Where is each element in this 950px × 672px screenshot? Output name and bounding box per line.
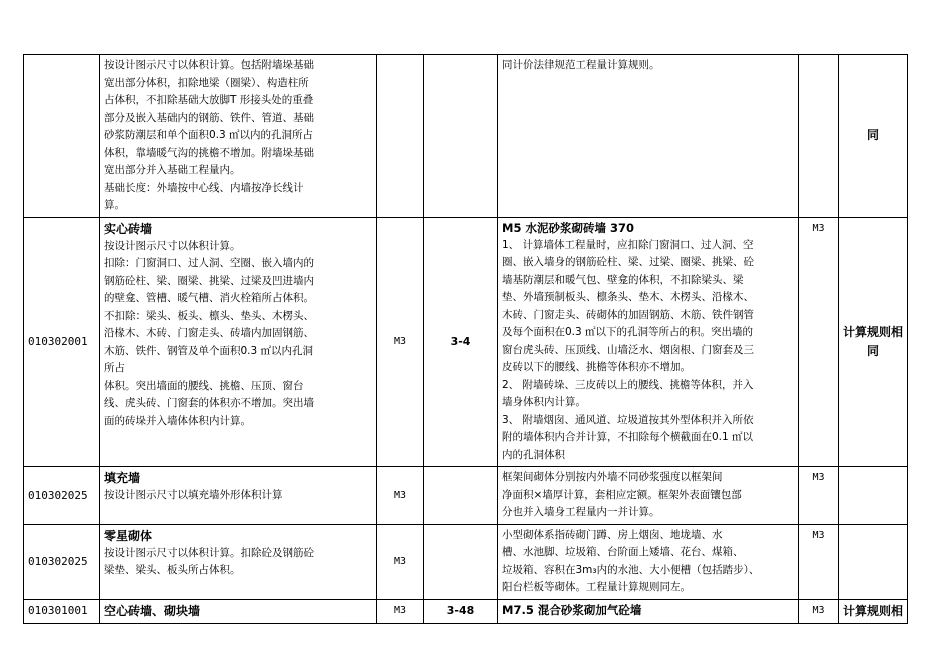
quota-rule-line: 槽、水池脚、垃圾箱、台阶面上矮墙、花台、煤箱、 xyxy=(502,546,744,558)
quota-number-cell xyxy=(424,524,498,599)
comparison-cell xyxy=(839,524,908,599)
bill-unit-cell xyxy=(377,599,424,623)
quota-unit: M3 xyxy=(812,529,825,541)
quota-rule-line: 木砖、门窗走头、砖砌体的加固钢筋、木筋、铁件钢管 xyxy=(502,308,754,321)
bill-rule-line: 按设计图示尺寸以体积计算。扣除砼及钢筋砼 xyxy=(104,546,314,559)
bill-rule-line: 所占 xyxy=(104,362,125,374)
item-code: 010302001 xyxy=(28,335,88,348)
bill-rule-line: 木筋、铁件、钢管及单个面积0.3 ㎡以内孔洞 xyxy=(104,344,314,357)
quota-unit-cell xyxy=(799,55,839,218)
quota-rule-cell xyxy=(498,467,799,525)
table-row xyxy=(24,55,908,218)
quota-unit: M3 xyxy=(812,472,825,483)
comparison-cell xyxy=(839,599,908,623)
quota-rule-cell xyxy=(498,599,799,623)
bill-rule-line: 钢筋砼柱、梁、圈梁、挑梁、过梁及凹进墙内 xyxy=(104,274,314,287)
bill-rule-cell xyxy=(100,524,377,599)
quota-number-cell xyxy=(424,599,498,623)
quota-unit: M3 xyxy=(812,605,825,617)
quota-rule-line: 皮砖以下的腰线、挑檐等体积亦不增加。 xyxy=(502,361,691,373)
bill-rule-line: 沿椽木、木砖、门窗走头、砖墙内加固钢筋、 xyxy=(104,327,314,339)
quota-unit-cell xyxy=(799,599,839,623)
quota-rule-line: 垫、外墙预制板头、檩条头、垫木、木楞头、沿椽木、 xyxy=(502,291,754,303)
item-code: 010302025 xyxy=(28,554,88,568)
quota-rule-line: 3、 附墙烟囱、通风道、垃圾道按其外型体积并入所依 xyxy=(502,413,754,426)
comparison-result: 同 xyxy=(866,128,879,143)
quota-unit-cell xyxy=(799,217,839,467)
quota-unit-cell xyxy=(799,524,839,599)
quota-rule-line: 窗台虎头砖、压顶线、山墙泛水、烟囱根、门窗套及三 xyxy=(502,343,754,356)
bill-unit: M3 xyxy=(393,555,407,567)
quota-unit: M3 xyxy=(812,222,825,234)
quota-item-name: M5 水泥砂浆砌砖墙 370 xyxy=(502,220,634,235)
bill-unit-cell xyxy=(377,467,424,525)
item-name: 空心砖墙、砌块墙 xyxy=(104,603,201,618)
quota-rule-line: 净面积×墙厚计算，套相应定额。框架外表面镶包部 xyxy=(502,488,742,501)
comparison-result: 计算规则相 同 xyxy=(843,324,904,358)
bill-rule-line: 扣除：门窗洞口、过人洞、空圈、嵌入墙内的 xyxy=(104,257,314,269)
quota-rule-cell xyxy=(498,217,799,467)
quota-rule-cell xyxy=(498,55,799,218)
bill-rule-line: 按设计图示尺寸以填充墙外形体积计算 xyxy=(104,489,283,501)
quota-rule-line: 垃圾箱、容积在3m₃内的水池、大小便槽（包括踏步）、 xyxy=(502,563,760,576)
table-body xyxy=(24,55,908,624)
quota-rule-line: 圈、嵌入墙身的钢筋砼柱、梁、过梁、圈梁、挑梁、砼 xyxy=(502,256,754,268)
bill-unit-cell xyxy=(377,524,424,599)
quota-rule-line: 2、 附墙砖垛、三皮砖以上的腰线、挑檐等体积，并入 xyxy=(502,378,754,391)
quota-rule-line: 小型砌体系指砖砌门蹲、房上烟囱、地垅墙、水 xyxy=(502,528,723,541)
item-code-cell xyxy=(24,217,100,467)
bill-rule-line: 面的砖垛并入墙体体积内计算。 xyxy=(104,414,251,427)
quota-rule-cell xyxy=(498,524,799,599)
bill-unit-cell xyxy=(377,217,424,467)
table-row xyxy=(24,467,908,525)
item-code-cell xyxy=(24,599,100,623)
table-row xyxy=(24,599,908,623)
bill-rule-cell xyxy=(100,55,377,218)
bill-rule-line: 基础长度：外墙按中心线、内墙按净长线计 xyxy=(104,181,304,194)
comparison-cell xyxy=(839,55,908,218)
bill-rule-line: 算。 xyxy=(104,199,125,211)
bill-rule-line: 按设计图示尺寸以体积计算。包括附墙垛基础 xyxy=(104,59,314,71)
item-name: 填充墙 xyxy=(104,471,141,485)
bill-rule-line: 按设计图示尺寸以体积计算。 xyxy=(104,239,241,252)
bill-rule-cell xyxy=(100,599,377,623)
quota-rule-line: 分也并入墙身工程量内一并计算。 xyxy=(502,506,660,518)
bill-rule-line: 宽出部分并入基础工程量内。 xyxy=(104,164,241,176)
bill-rule-line: 宽出部分体积，扣除地梁（圈梁）、构造柱所 xyxy=(104,76,309,89)
item-code-cell xyxy=(24,55,100,218)
quota-number-cell xyxy=(424,217,498,467)
item-name: 零星砌体 xyxy=(104,528,153,543)
table-row xyxy=(24,524,908,599)
item-code: 010302025 xyxy=(28,488,88,502)
bill-unit-cell xyxy=(377,55,424,218)
quota-number: 3-4 xyxy=(450,335,471,348)
rules-comparison-table xyxy=(23,54,908,624)
bill-rule-cell xyxy=(100,467,377,525)
bill-rule-line: 梁垫、梁头、板头所占体积。 xyxy=(104,564,241,576)
bill-rule-line: 占体积，不扣除基础大放脚T 形接头处的重叠 xyxy=(104,94,314,106)
quota-rule-line: 框架间砌体分别按内外墙不同砂浆强度以框架间 xyxy=(502,471,723,483)
bill-rule-line: 的壁龛、管槽、暖气槽、消火栓箱所占体积。 xyxy=(104,292,314,304)
bill-unit: M3 xyxy=(393,336,407,347)
quota-item-name: M7.5 混合砂浆砌加气砼墙 xyxy=(502,602,642,617)
quota-rule-line: 同计价法律规范工程量计算规则。 xyxy=(502,59,660,71)
item-code-cell xyxy=(24,467,100,525)
table-row xyxy=(24,217,908,467)
bill-rule-line: 部分及嵌入基础内的钢筋、铁件、管道、基础 xyxy=(104,111,314,124)
bill-rule-line: 体积。突出墙面的腰线、挑檐、压顶、窗台 xyxy=(104,379,304,392)
quota-rule-line: 1、 计算墙体工程量时，应扣除门窗洞口、过人洞、空 xyxy=(502,238,754,251)
comparison-cell xyxy=(839,467,908,525)
quota-rule-line: 墙基防潮层和暖气包、壁龛的体积，不扣除梁头、梁 xyxy=(502,273,744,286)
bill-rule-cell xyxy=(100,217,377,467)
bill-unit: M3 xyxy=(393,605,407,617)
quota-rule-line: 附的墙体积内合并计算，不扣除每个横截面在0.1 ㎡以 xyxy=(502,431,754,443)
item-code: 010301001 xyxy=(28,604,88,618)
quota-rule-line: 阳台栏板等砌体。工程量计算规则同左。 xyxy=(502,581,691,593)
item-code-cell xyxy=(24,524,100,599)
quota-rule-line: 墙身体积内计算。 xyxy=(502,396,586,408)
bill-rule-line: 砂浆防潮层和单个面积0.3 ㎡以内的孔洞所占 xyxy=(104,129,314,141)
bill-unit: M3 xyxy=(393,489,407,501)
quota-number-cell xyxy=(424,467,498,525)
bill-rule-line: 体积，靠墙暖气沟的挑檐不增加。附墙垛基础 xyxy=(104,146,314,159)
bill-rule-line: 不扣除：梁头、板头、檩头、垫头、木楞头、 xyxy=(104,309,314,322)
comparison-cell xyxy=(839,217,908,467)
item-name: 实心砖墙 xyxy=(104,221,153,236)
quota-number-cell xyxy=(424,55,498,218)
bill-rule-line: 线、虎头砖、门窗套的体积亦不增加。突出墙 xyxy=(104,397,314,409)
quota-number: 3-48 xyxy=(446,604,475,618)
quota-rule-line: 内的孔洞体积 xyxy=(502,448,565,461)
comparison-result: 计算规则相 xyxy=(843,603,904,618)
quota-rule-line: 及每个面积在0.3 ㎡以下的孔洞等所占的积。突出墙的 xyxy=(502,326,754,338)
quota-unit-cell xyxy=(799,467,839,525)
